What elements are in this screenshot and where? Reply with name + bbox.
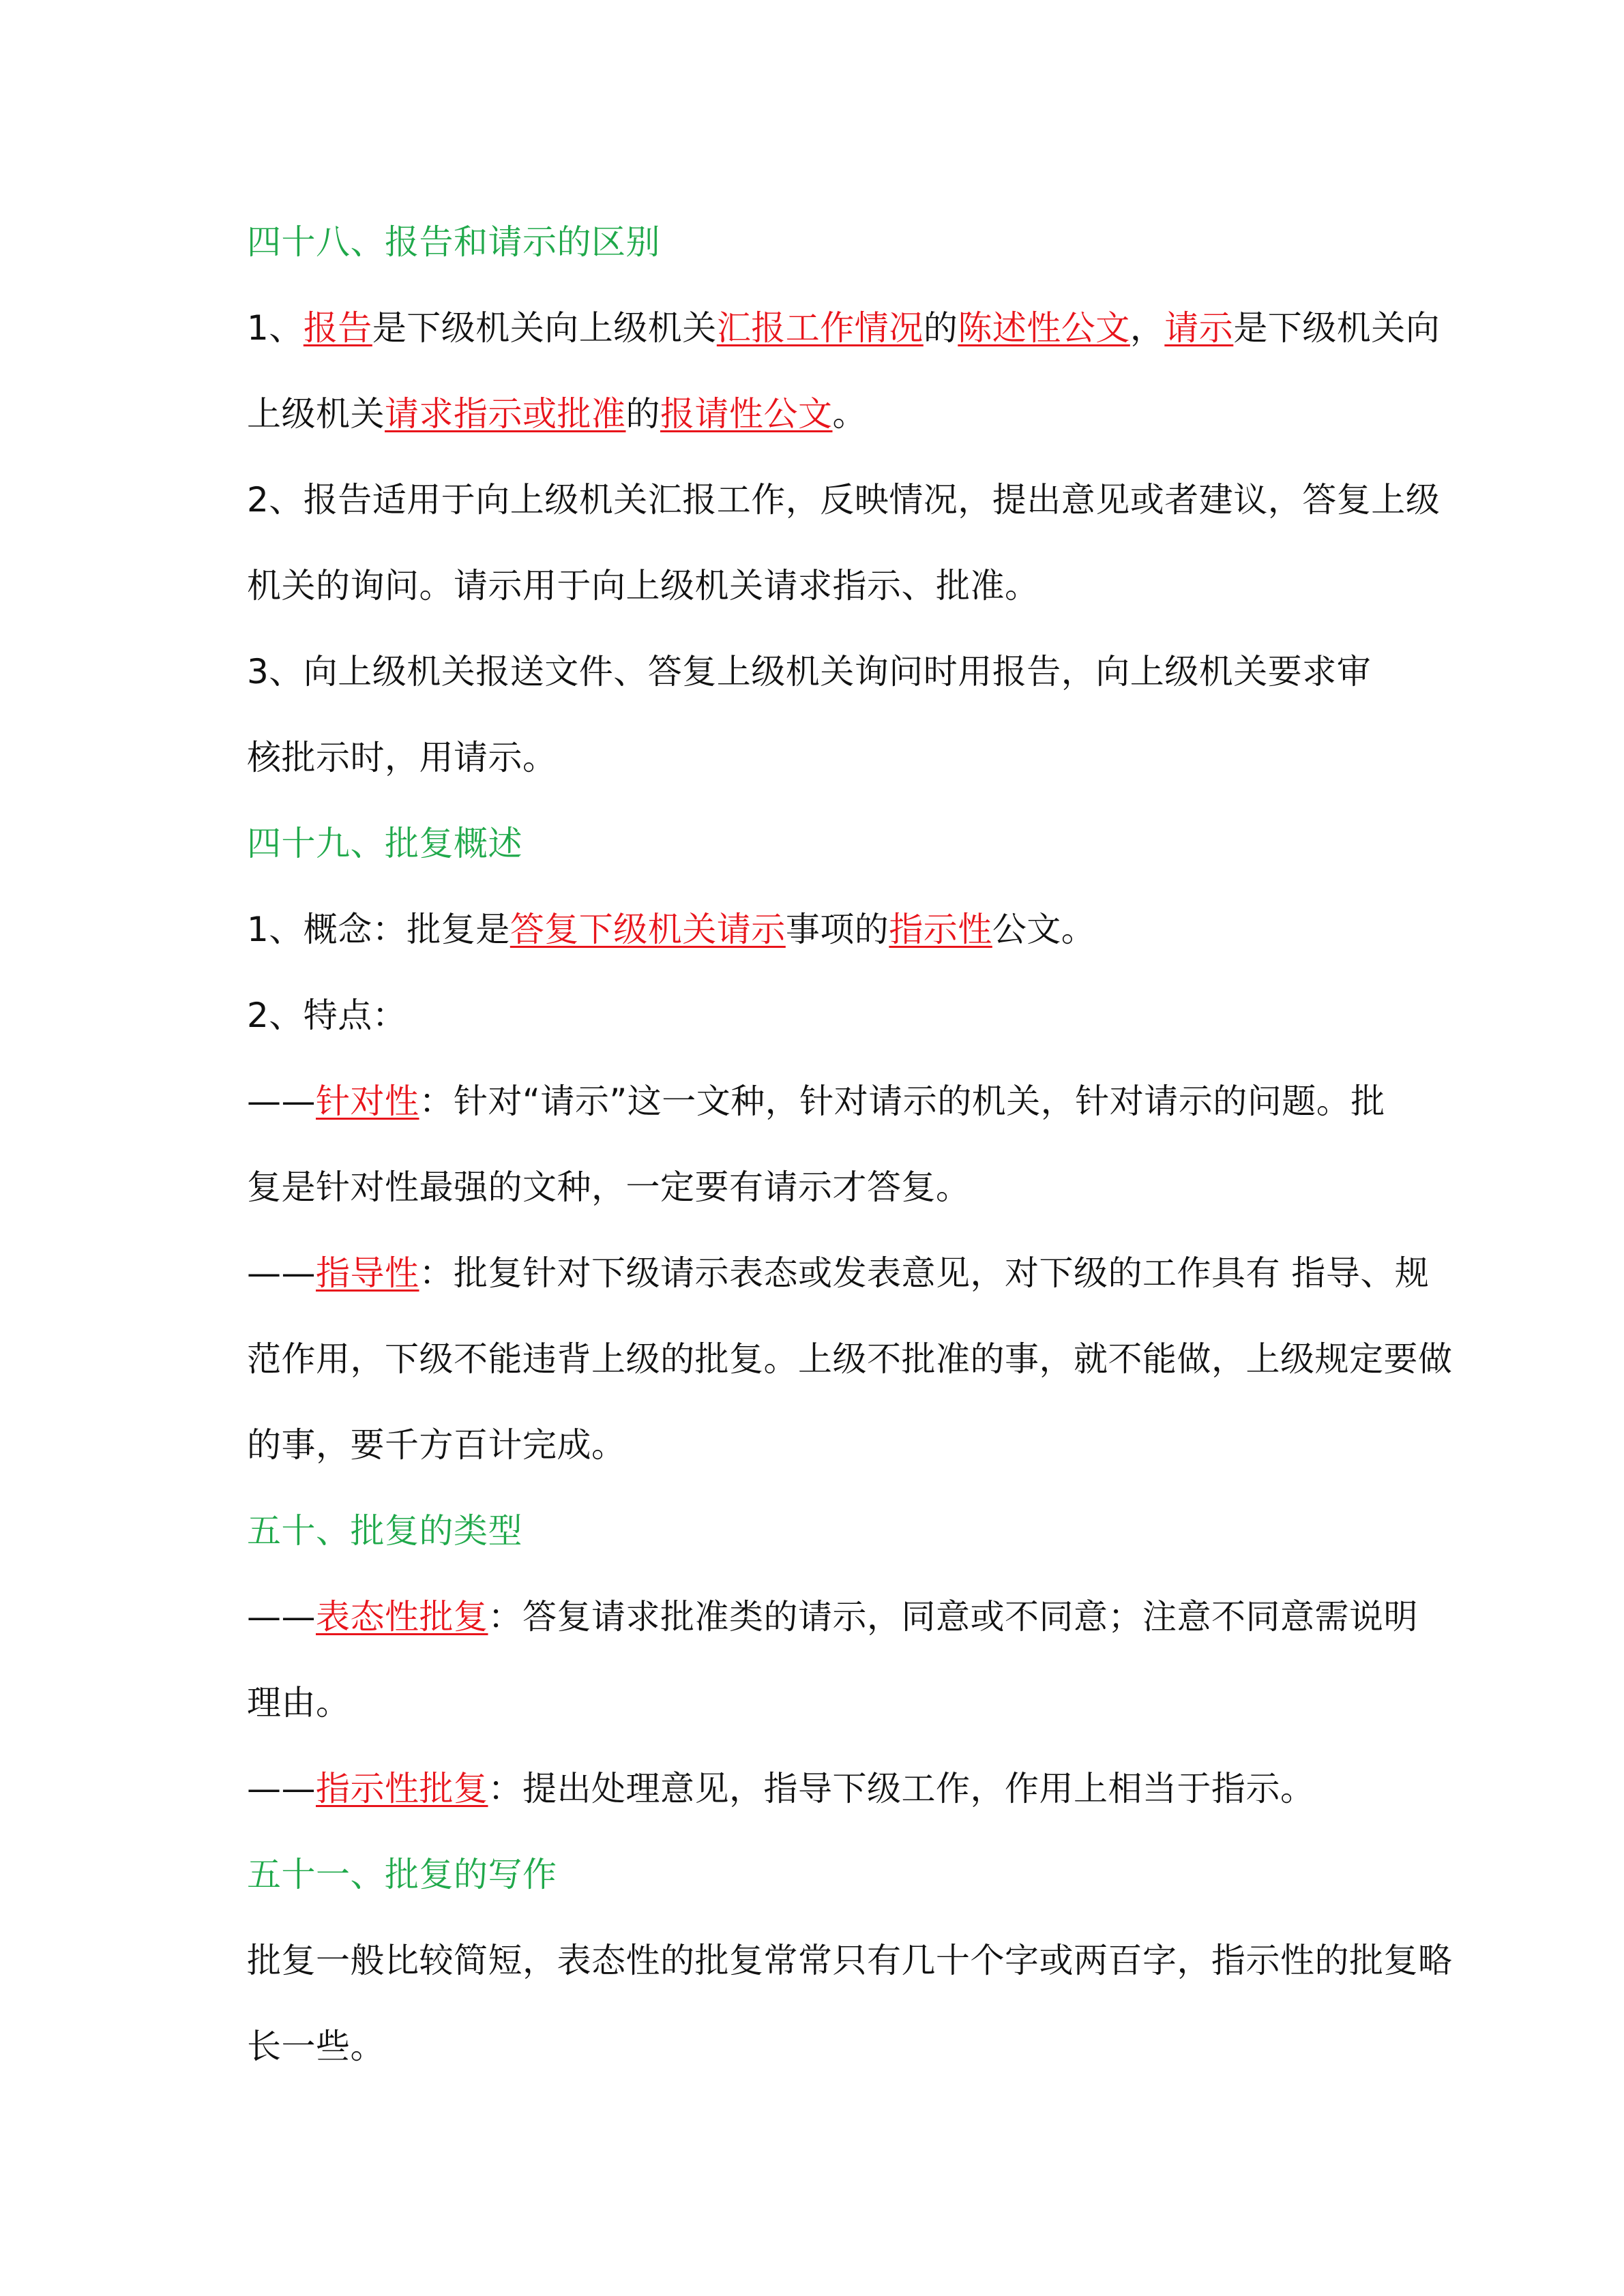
text-line <box>247 305 1440 351</box>
body-text: —— <box>247 1769 316 1808</box>
body-text: 机关的询问。请示用于向上级机关请求指示、批准。 <box>247 566 1039 606</box>
body-text: 理由。 <box>247 1683 351 1723</box>
body-text: ：答复请求批准类的请示，同意或不同意；注意不同意需说明 <box>488 1597 1418 1637</box>
text-line <box>247 1422 626 1467</box>
body-text: —— <box>247 1253 316 1293</box>
body-text: 3、向上级机关报送文件、答复上级机关询问时用报告，向上级机关要求审 <box>247 652 1372 691</box>
text-line <box>247 1165 971 1210</box>
body-text: 复是针对性最强的文种，一定要有请示才答复。 <box>247 1167 971 1207</box>
highlight-term: 指示性批复 <box>316 1769 488 1808</box>
text-line <box>247 1079 1385 1124</box>
text-line <box>247 735 557 780</box>
body-text: 公文。 <box>992 910 1096 949</box>
highlight-term: 汇报工作情况 <box>716 308 924 348</box>
text-line <box>247 1766 1315 1811</box>
body-text: ， <box>1130 308 1165 348</box>
body-text: ：针对“请示”这一文种，针对请示的机关，针对请示的问题。批 <box>419 1082 1385 1121</box>
text-line <box>247 1251 1429 1296</box>
highlight-term: 陈述性公文 <box>958 308 1130 348</box>
body-text: ：批复针对下级请示表态或发表意见，对下级的工作具有 指导、规 <box>419 1253 1430 1293</box>
highlight-term: 指示性 <box>889 910 992 949</box>
text-line <box>247 1594 1418 1639</box>
body-text: 。 <box>832 394 867 434</box>
text-line <box>247 2024 385 2069</box>
body-text: 核批示时，用请示。 <box>247 738 557 777</box>
highlight-term: 报告 <box>303 308 372 348</box>
highlight-term: 报请性公文 <box>660 394 833 434</box>
body-text: ：提出处理意见，指导下级工作，作用上相当于指示。 <box>488 1769 1315 1808</box>
body-text: 是下级机关向 <box>1233 308 1441 348</box>
body-text: —— <box>247 1597 316 1637</box>
text-line <box>247 1680 351 1725</box>
highlight-term: 表态性批复 <box>316 1597 488 1637</box>
text-line <box>247 1337 1453 1382</box>
highlight-term: 指导性 <box>316 1253 419 1293</box>
body-text: 批复一般比较简短，表态性的批复常常只有几十个字或两百字，指示性的批复略 <box>247 1941 1453 1980</box>
highlight-term: 请示 <box>1164 308 1234 348</box>
body-text: —— <box>247 1082 316 1121</box>
heading-line <box>247 1508 522 1553</box>
heading-line <box>247 220 660 265</box>
body-text: 2、特点： <box>247 996 407 1035</box>
text-line <box>247 1938 1453 1983</box>
body-text: 事项的 <box>785 910 889 949</box>
body-text: 是下级机关向上级机关 <box>372 308 717 348</box>
body-text: 的事，要千方百计完成。 <box>247 1425 626 1465</box>
body-text: 1、 <box>247 308 304 348</box>
section-heading: 四十九、批复概述 <box>247 824 522 863</box>
body-text: 长一些。 <box>247 2027 385 2066</box>
body-text: 1、概念：批复是 <box>247 910 510 949</box>
highlight-term: 针对性 <box>316 1082 419 1121</box>
section-heading: 五十一、批复的写作 <box>247 1855 557 1894</box>
text-line <box>247 477 1440 522</box>
text-line <box>247 907 1095 952</box>
text-line <box>247 649 1371 694</box>
heading-line <box>247 1852 557 1897</box>
body-text: 上级机关 <box>247 394 385 434</box>
text-line <box>247 391 867 436</box>
text-line <box>247 993 407 1038</box>
heading-line <box>247 821 522 866</box>
text-line <box>247 563 1039 608</box>
section-heading: 四十八、报告和请示的区别 <box>247 222 660 262</box>
body-text: 范作用，下级不能违背上级的批复。上级不批准的事，就不能做，上级规定要做 <box>247 1339 1453 1379</box>
section-heading: 五十、批复的类型 <box>247 1511 522 1551</box>
highlight-term: 请求指示或批准 <box>385 394 626 434</box>
body-text: 的 <box>625 394 660 434</box>
highlight-term: 答复下级机关请示 <box>510 910 786 949</box>
body-text: 的 <box>923 308 958 348</box>
body-text: 2、报告适用于向上级机关汇报工作，反映情况，提出意见或者建议，答复上级 <box>247 480 1441 520</box>
